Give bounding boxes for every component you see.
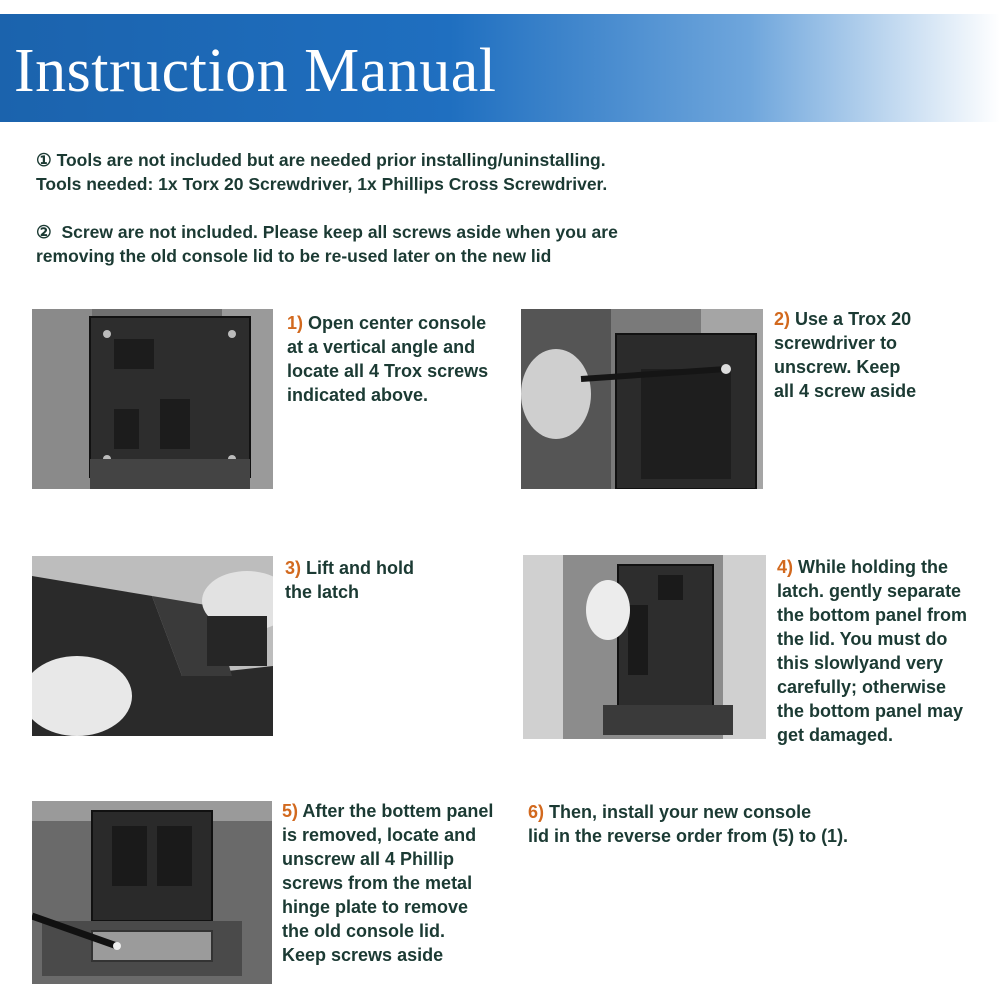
header-banner [0,14,1000,122]
step-2-illustration [521,309,763,489]
note-2-line-1: ② Screw are not included. Please keep all screws aside when you are [36,222,618,242]
note-2-line-2: removing the old console lid to be re-used later on the new lid [36,246,552,266]
step-2-text: 2) Use a Trox 20 screwdriver to unscrew. Keep all 4 screw aside [774,309,917,401]
step-6-text: 6) Then, install your new console lid in the reverse order from (5) to (1). [528,802,849,846]
note-1 [36,148,607,196]
step-1-illustration [32,309,273,489]
note-1-line-1: ① Tools are not included but are needed prior installing/uninstalling. [36,150,606,170]
step-2-number: 2) [774,309,791,329]
note-1-line-2: Tools needed: 1x Torx 20 Screwdriver, 1x Phillips Cross Screwdriver. [36,174,608,194]
note-1-marker: ① [36,150,52,170]
step-4-text: 4) While holding the latch. gently separate the bottom panel from the lid. You must do this slowlyand very carefully; otherwise the bottom panel may get damaged. [777,557,967,745]
note-2 [36,220,618,268]
step-6-number: 6) [528,802,545,822]
step-4-number: 4) [777,557,794,577]
step-1-number: 1) [287,313,304,333]
step-3-number: 3) [285,558,302,578]
step-3-photo [32,556,273,736]
step-3-text: 3) Lift and hold the latch [285,558,415,602]
step-5-number: 5) [282,801,299,821]
step-4-photo [523,555,766,739]
note-2-marker: ② [36,222,52,242]
step-2-photo [521,309,763,489]
step-1-text: 1) Open center console at a vertical angle and locate all 4 Trox screws indicated above. [287,313,489,405]
step-5-text: 5) After the bottem panel is removed, locate and unscrew all 4 Phillip screws from the metal hinge plate to remove the old console lid. Keep screws aside [282,801,494,965]
step-4-illustration [523,555,766,739]
page-title: Instruction Manual [14,37,497,105]
step-5-photo [32,801,272,984]
step-3-illustration [32,556,273,736]
step-5-illustration [32,801,272,984]
step-1-photo [32,309,273,489]
